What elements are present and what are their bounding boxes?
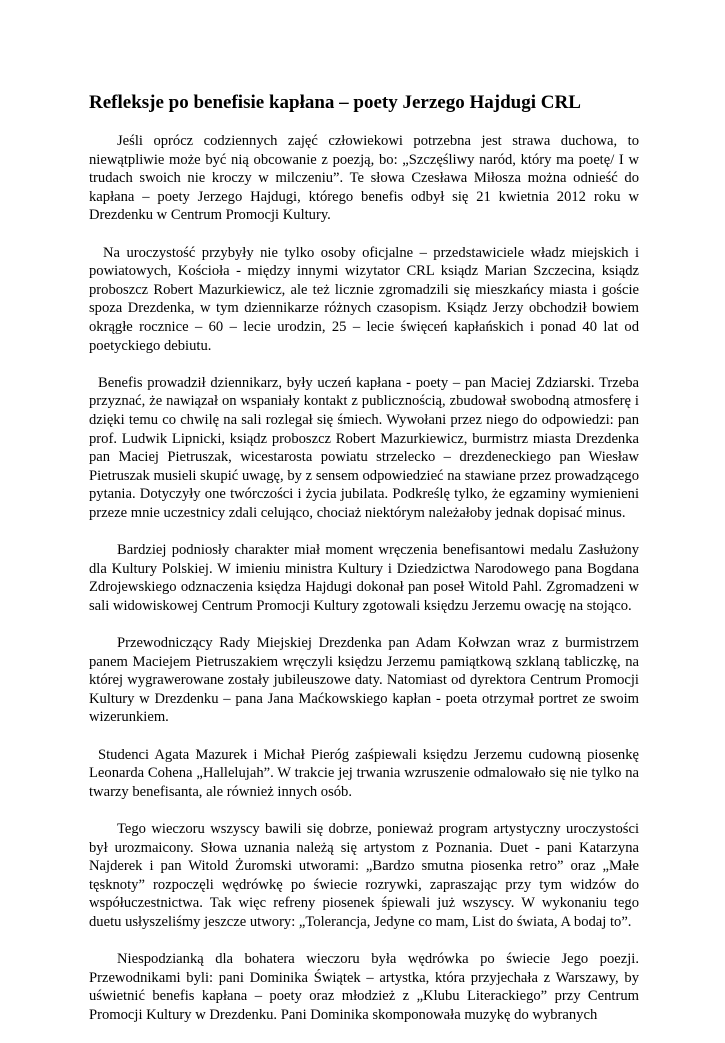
- paragraph-7: Tego wieczoru wszyscy bawili się dobrze, ponieważ program artystyczny uroczystości był urozmaicony. Słowa uznania należą się artystom z Poznania. Duet - pani Katarzyna Najderek i pan Witold Żuromski utworami: „Bardzo smutna piosenka retro” oraz „Małe tęsknoty” rozpoczęli wędrówkę po świecie rozrywki, zapraszając przy tym widzów do współuczestnictwa. Tak więc refreny piosenek śpiewali już wszyscy. W wykonaniu tego duetu usłyszeliśmy jeszcze utwory: „Tolerancja, Jedyne co mam, List do świata, A bodaj to”.: [89, 820, 639, 930]
- paragraph-8: Niespodzianką dla bohatera wieczoru była wędrówka po świecie Jego poezji. Przewodnikami byli: pani Dominika Świątek – artystka, która przyjechała z Warszawy, by uświetnić benefis kapłana – poety oraz młodzież z „Klubu Literackiego” przy Centrum Promocji Kultury w Drezdenku. Pani Dominika skomponowała muzykę do wybranych: [89, 951, 639, 1023]
- document-title: Refleksje po benefisie kapłana – poety Jerzego Hajdugi CRL: [89, 92, 581, 113]
- paragraph-6: Studenci Agata Mazurek i Michał Pieróg zaśpiewali księdzu Jerzemu cudowną piosenkę Leonarda Cohena „Hallelujah”. W trakcie jej trwania wzruszenie odmalowało się nie tylko na twarzy benefisanta, ale również innych osób.: [89, 746, 639, 800]
- paragraph-4: Bardziej podniosły charakter miał moment wręczenia benefisantowi medalu Zasłużony dla Kultury Polskiej. W imieniu ministra Kultury i Dziedzictwa Narodowego pana Bogdana Zdrojewskiego odznaczenia księdza Hajdugi dokonał pan poseł Witold Pahl. Zgromadzeni w sali widowiskowej Centrum Promocji Kultury zgotowali księdzu Jerzemu owację na stojąco.: [89, 542, 639, 614]
- document-page: [89, 92, 639, 1043]
- paragraph-5: Przewodniczący Rady Miejskiej Drezdenka pan Adam Kołwzan wraz z burmistrzem panem Maciejem Pietruszakiem wręczyli księdzu Jerzemu pamiątkową szklaną tabliczkę, na której wygrawerowane zostały jubileuszowe daty. Natomiast od dyrektora Centrum Promocji Kultury w Drezdenku – pana Jana Maćkowskiego kapłan - poeta otrzymał portret ze swoim wizerunkiem.: [89, 635, 639, 726]
- paragraph-1: Jeśli oprócz codziennych zajęć człowiekowi potrzebna jest strawa duchowa, to niewątpliwie może być nią obcowanie z poezją, bo: „Szczęśliwy naród, który ma poetę/ I w trudach swoich nie kroczy w milczeniu”. Te słowa Czesława Miłosza można odnieść do kapłana – poety Jerzego Hajdugi, którego benefis odbył się 21 kwietnia 2012 roku w Drezdenku w Centrum Promocji Kultury.: [89, 133, 639, 224]
- paragraph-3: Benefis prowadził dziennikarz, były uczeń kapłana - poety – pan Maciej Zdziarski. Trzeba przyznać, że nawiązał on wspaniały kontakt z publicznością, zbudował swobodną atmosferę i dzięki temu co chwilę na sali rozlegał się śmiech. Wywołani przez niego do odpowiedzi: pan prof. Ludwik Lipnicki, ksiądz proboszcz Robert Mazurkiewicz, burmistrz miasta Drezdenka pan Maciej Pietruszak, wicestarosta powiatu strzelecko – drezdeneckiego pan Wiesław Pietruszak musieli skupić uwagę, by z sensem odpowiedzieć na stawiane przez prowadzącego pytania. Dotyczyły one twórczości i życia jubilata. Podkreślę tylko, że egzaminy wymienieni przeze mnie uczestnicy zdali celująco, chociaż niektórym należałoby jednak dopisać minus.: [89, 374, 639, 521]
- paragraph-2: Na uroczystość przybyły nie tylko osoby oficjalne – przedstawiciele władz miejskich i powiatowych, Kościoła - między innymi wizytator CRL ksiądz Marian Szczecina, ksiądz proboszcz Robert Mazurkiewicz, ale też licznie zgromadzili się mieszkańcy miasta i goście spoza Drezdenka, w tym dziennikarze różnych czasopism. Ksiądz Jerzy obchodził bowiem okrągłe rocznice – 60 – lecie urodzin, 25 – lecie święceń kapłańskich i ponad 40 lat od poetyckiego debiutu.: [89, 244, 639, 354]
